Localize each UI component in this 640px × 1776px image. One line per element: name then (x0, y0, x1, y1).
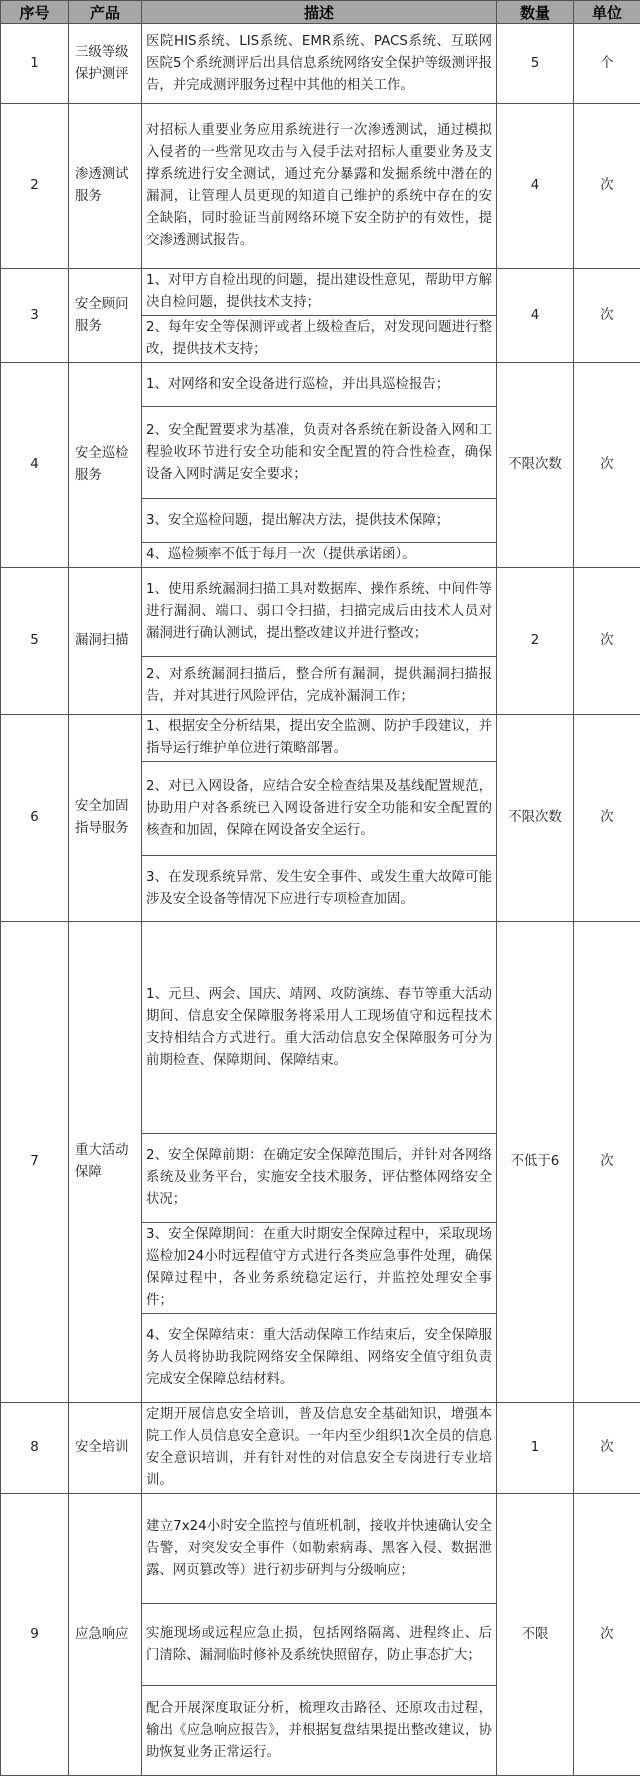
table-row (1, 715, 640, 762)
table-row (1, 104, 640, 269)
product-name: 三级等级保护测评 (69, 24, 142, 104)
unit-cell: 次 (574, 1403, 640, 1494)
quantity-cell: 1 (497, 1403, 574, 1494)
quantity-cell: 4 (497, 104, 574, 269)
quantity-cell: 不限 (497, 1494, 574, 1776)
quantity-cell: 2 (497, 568, 574, 715)
unit-cell: 次 (574, 104, 640, 269)
quantity-cell: 不限次数 (497, 715, 574, 922)
description-cell: 1、对网络和安全设备进行巡检，并出具巡检报告； (142, 363, 497, 407)
product-name: 安全培训 (69, 1403, 142, 1494)
description-cell: 1、对甲方自检出现的问题，提出建设性意见，帮助甲方解决自检问题，提供技术支持； (142, 269, 497, 316)
description-cell: 2、安全配置要求为基准，负责对各系统在新设备入网和工程验收环节进行安全功能和安全配置的符合性检查，确保设备入网时满足安全要求； (142, 407, 497, 499)
description-cell: 1、根据安全分析结果，提出安全监测、防护手段建议，并指导运行维护单位进行策略部署。 (142, 715, 497, 762)
quantity-cell: 不限次数 (497, 363, 574, 568)
description-cell: 4、安全保障结束：重大活动保障工作结束后，安全保障服务人员将协助我院网络安全保障组、网络安全值守组负责完成安全保障总结材料。 (142, 1314, 497, 1403)
quantity-cell: 不低于6 (497, 922, 574, 1403)
row-number: 7 (1, 922, 69, 1403)
quantity-cell: 4 (497, 269, 574, 363)
header-unit: 单位 (574, 1, 640, 24)
description-cell: 配合开展深度取证分析，梳理攻击路径、还原攻击过程，输出《应急响应报告》，并根据复盘结果提出整改建议，协助恢复业务正常运行。 (142, 1686, 497, 1776)
row-number: 4 (1, 363, 69, 568)
unit-cell: 次 (574, 269, 640, 363)
description-cell: 3、安全保障期间：在重大时期安全保障过程中，采取现场巡检加24小时远程值守方式进行各类应急事件处理，确保保障过程中，各业务系统稳定运行，并监控处理安全事件； (142, 1223, 497, 1314)
description-cell: 定期开展信息安全培训，普及信息安全基础知识，增强本院工作人员信息安全意识。一年内至少组织1次全员的信息安全意识培训，并有针对性的对信息安全专岗进行专业培训。 (142, 1403, 497, 1494)
header-product: 产品 (69, 1, 142, 24)
header-quantity: 数量 (497, 1, 574, 24)
description-cell: 1、元旦、两会、国庆、靖网、攻防演练、春节等重大活动期间、信息安全保障服务将采用人工现场值守和远程技术支持相结合方式进行。重大活动信息安全保障服务可分为前期检查、保障期间、保障结束。 (142, 922, 497, 1134)
header-row (1, 1, 640, 24)
description-cell: 对招标人重要业务应用系统进行一次渗透测试，通过模拟入侵者的一些常见攻击与入侵手法对招标人重要业务及支撑系统进行安全测试，通过充分暴露和发掘系统中潜在的漏洞，让管理人员更现的知道自己维护的系统中存在的安全缺陷，同时验证当前网络环境下安全防护的有效性，提交渗透测试报告。 (142, 104, 497, 269)
product-name: 安全加固指导服务 (69, 715, 142, 922)
table-row (1, 1403, 640, 1494)
description-cell: 实施现场或远程应急止损，包括网络隔离、进程终止、后门清除、漏洞临时修补及系统快照留存，防止事态扩大； (142, 1604, 497, 1686)
table-row (1, 568, 640, 657)
row-number: 8 (1, 1403, 69, 1494)
product-name: 渗透测试服务 (69, 104, 142, 269)
table-row (1, 922, 640, 1134)
product-name: 漏洞扫描 (69, 568, 142, 715)
description-cell: 2、每年安全等保测评或者上级检查后，对发现问题进行整改，提供技术支持； (142, 316, 497, 363)
table-row (1, 269, 640, 316)
description-cell: 3、在发现系统异常、发生安全事件、或发生重大故障可能涉及安全设备等情况下应进行专项检查加固。 (142, 856, 497, 922)
header-no: 序号 (1, 1, 69, 24)
row-number: 3 (1, 269, 69, 363)
description-cell: 1、使用系统漏洞扫描工具对数据库、操作系统、中间件等进行漏洞、端口、弱口令扫描，扫描完成后由技术人员对漏洞进行确认测试，提出整改建议并进行整改； (142, 568, 497, 657)
row-number: 9 (1, 1494, 69, 1776)
description-cell: 2、安全保障前期：在确定安全保障范围后，并针对各网络系统及业务平台，实施安全技术服务，评估整体网络安全状况； (142, 1134, 497, 1223)
description-cell: 建立7x24小时安全监控与值班机制，接收并快速确认安全告警，对突发安全事件（如勒索病毒、黑客入侵、数据泄露、网页篡改等）进行初步研判与分级响应； (142, 1494, 497, 1604)
unit-cell: 个 (574, 24, 640, 104)
table-body (1, 24, 640, 1776)
table-row (1, 1494, 640, 1604)
header-description: 描述 (142, 1, 497, 24)
quantity-cell: 5 (497, 24, 574, 104)
product-name: 安全顾问服务 (69, 269, 142, 363)
unit-cell: 次 (574, 715, 640, 922)
unit-cell: 次 (574, 568, 640, 715)
description-cell: 医院HIS系统、LIS系统、EMR系统、PACS系统、互联网医院5个系统测评后出具信息系统网络安全保护等级测评报告，并完成测评服务过程中其他的相关工作。 (142, 24, 497, 104)
row-number: 2 (1, 104, 69, 269)
description-cell: 3、安全巡检问题，提出解决方法，提供技术保障； (142, 499, 497, 543)
table-row (1, 363, 640, 407)
unit-cell: 次 (574, 363, 640, 568)
row-number: 5 (1, 568, 69, 715)
product-name: 安全巡检服务 (69, 363, 142, 568)
unit-cell: 次 (574, 922, 640, 1403)
description-cell: 2、对已入网设备，应结合安全检查结果及基线配置规范，协助用户对各系统已入网设备进行安全功能和安全配置的核查和加固，保障在网设备安全运行。 (142, 762, 497, 856)
description-cell: 2、对系统漏洞扫描后，整合所有漏洞，提供漏洞扫描报告，并对其进行风险评估，完成补漏洞工作； (142, 657, 497, 715)
product-name: 重大活动保障 (69, 922, 142, 1403)
description-cell: 4、巡检频率不低于每月一次（提供承诺函）。 (142, 543, 497, 568)
table-row (1, 24, 640, 104)
unit-cell: 次 (574, 1494, 640, 1776)
row-number: 1 (1, 24, 69, 104)
row-number: 6 (1, 715, 69, 922)
product-name: 应急响应 (69, 1494, 142, 1776)
